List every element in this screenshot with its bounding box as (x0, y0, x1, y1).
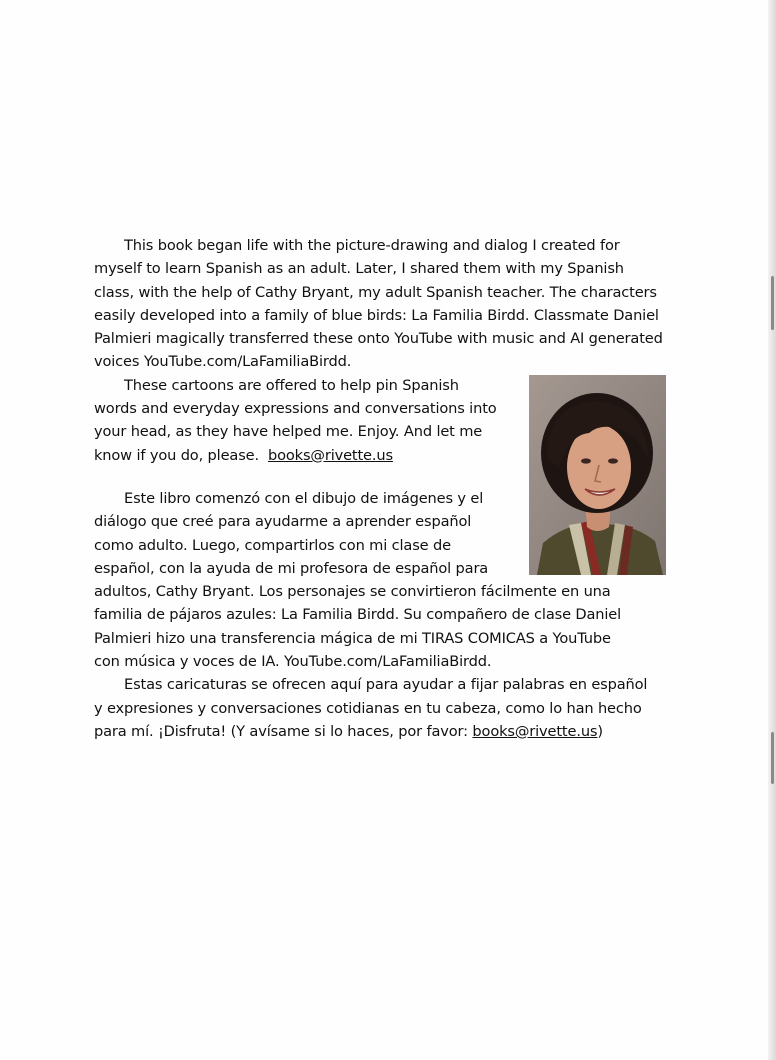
edge-mark (771, 732, 774, 784)
english-p2-line: your head, as they have helped me. Enjoy. And let me (94, 423, 483, 441)
english-p1-line: myself to learn Spanish as an adult. Later, I shared them with my Spanish (94, 260, 624, 278)
spanish-p2-line: Estas caricaturas se ofrecen aquí para ayudar a fijar palabras en español (124, 676, 648, 694)
english-email-link[interactable]: books@rivette.us (267, 446, 393, 464)
spanish-p1-line: Este libro comenzó con el dibujo de imágenes y el (124, 489, 484, 507)
spanish-p1-line: como adulto. Luego, compartirlos con mi clase de (94, 536, 451, 554)
english-p2-line: These cartoons are offered to help pin Spanish (124, 376, 459, 394)
closing-paren: ) (597, 722, 603, 740)
spanish-p1-line: español, con la ayuda de mi profesora de español para (94, 559, 489, 577)
spanish-p2-line: y expresiones y conversaciones cotidianas en tu cabeza, como lo han hecho (94, 699, 642, 717)
spanish-p1-line: Palmieri hizo una transferencia mágica de mi TIRAS COMICAS a YouTube (94, 629, 611, 647)
spanish-p1-line: diálogo que creé para ayudarme a aprender español (94, 513, 472, 531)
english-p1-line: Palmieri magically transferred these onto YouTube with music and AI generated (94, 330, 663, 348)
paragraph-gap (94, 467, 674, 487)
english-p1-line: easily developed into a family of blue birds: La Familia Birdd. Classmate Daniel (94, 306, 659, 324)
english-p2-line-text: know if you do, please. (94, 446, 259, 464)
spanish-email-link[interactable]: books@rivette.us (472, 722, 598, 740)
intro-text (94, 234, 674, 743)
spanish-p1-line: adultos, Cathy Bryant. Los personajes se convirtieron fácilmente en una (94, 583, 611, 601)
spanish-p2-line-text: para mí. ¡Disfruta! (Y avísame si lo haces, por favor: (94, 722, 468, 740)
english-p1-line: class, with the help of Cathy Bryant, my adult Spanish teacher. The characters (94, 283, 657, 301)
edge-mark (771, 276, 774, 330)
spanish-p1-line: familia de pájaros azules: La Familia Birdd. Su compañero de clase Daniel (94, 606, 622, 624)
spanish-p2-last-line (94, 720, 674, 743)
spanish-p1-line: con música y voces de IA. YouTube.com/LaFamiliaBirdd. (94, 653, 492, 671)
page-edge (768, 0, 776, 1060)
english-p2-last-line (94, 444, 674, 467)
english-p1-line: voices YouTube.com/LaFamiliaBirdd. (94, 353, 352, 371)
english-p2-line: words and everyday expressions and conversations into (94, 400, 497, 418)
english-p1-line: This book began life with the picture-drawing and dialog I created for (124, 237, 620, 254)
